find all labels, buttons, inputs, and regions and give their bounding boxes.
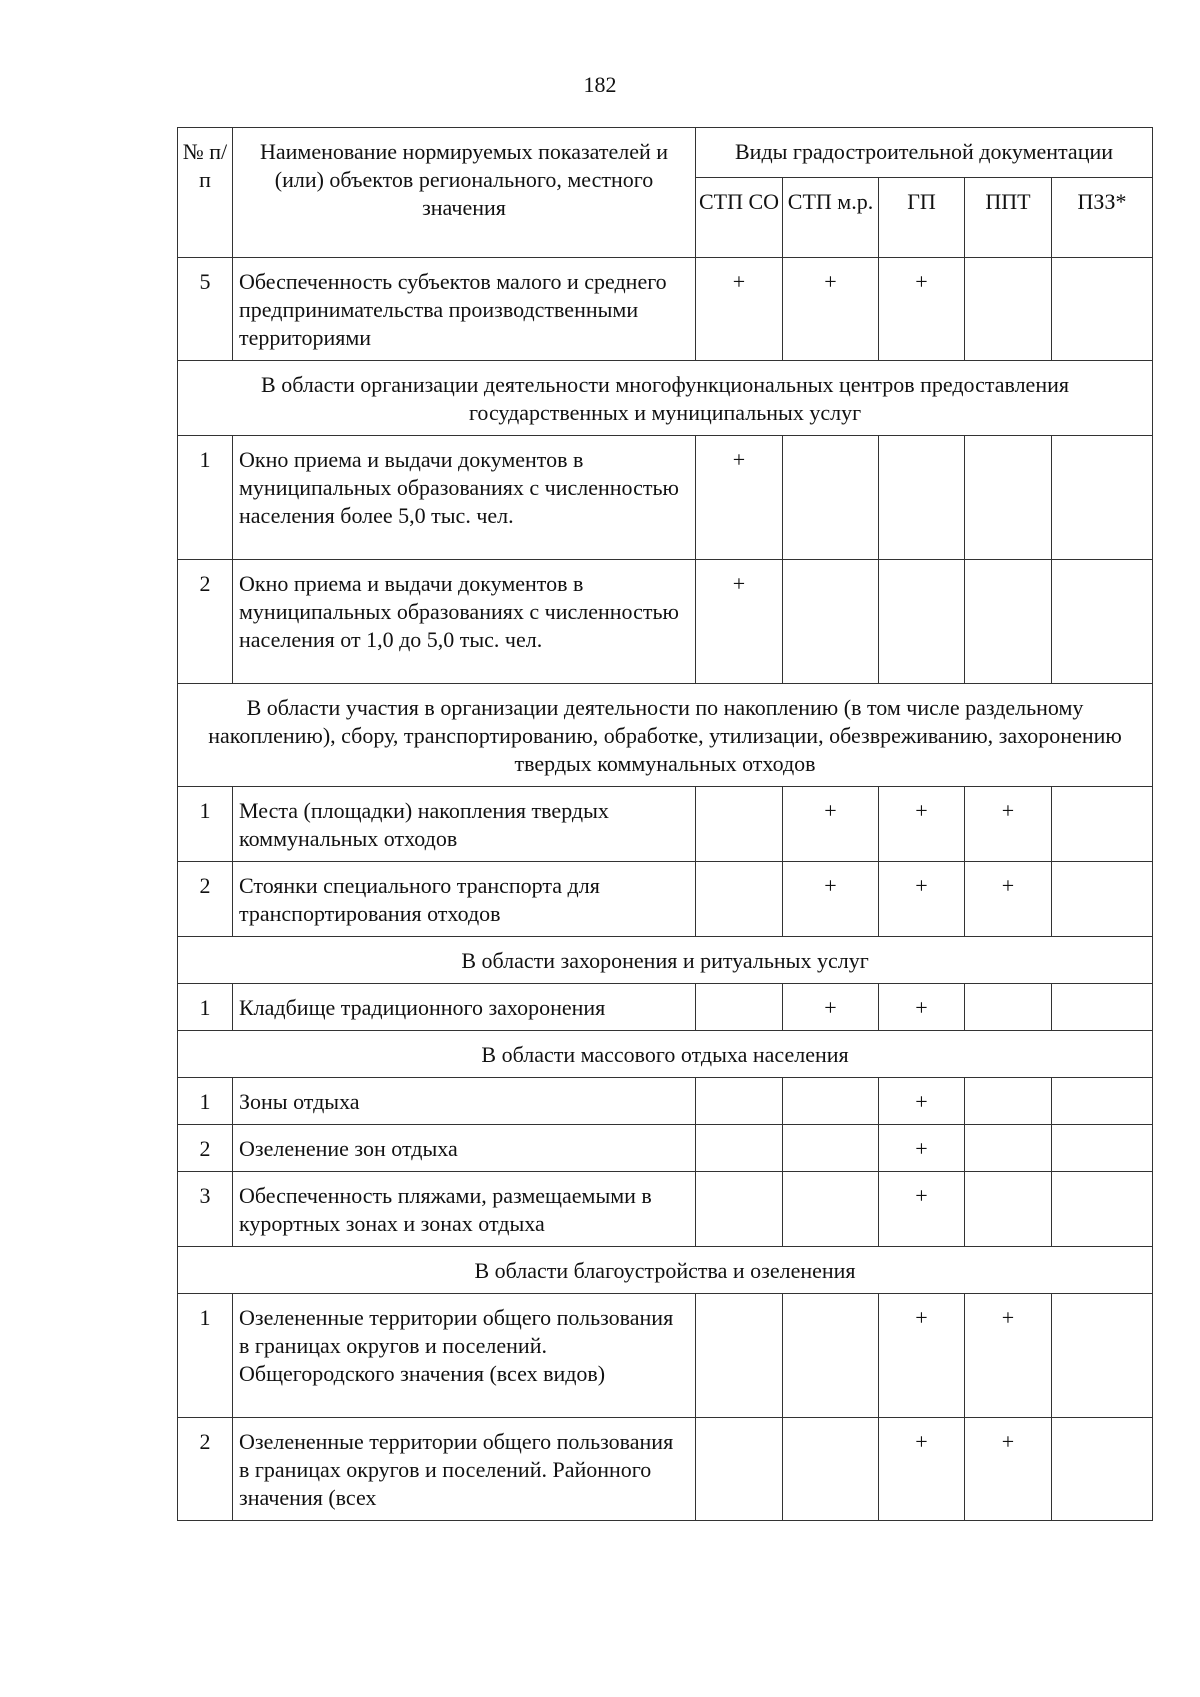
mark-pzz: [1052, 258, 1153, 361]
row-number: 2: [178, 560, 233, 684]
mark-ppt: +: [965, 1418, 1052, 1521]
mark-gp: +: [879, 787, 965, 862]
header-col-stp-so: СТП СО: [696, 178, 783, 258]
section-title: В области захоронения и ритуальных услуг: [178, 937, 1153, 984]
row-name: Стоянки специального транспорта для транспортирования отходов: [233, 862, 696, 937]
row-number: 5: [178, 258, 233, 361]
mark-gp: [879, 436, 965, 560]
mark-pzz: [1052, 1078, 1153, 1125]
mark-pzz: [1052, 1125, 1153, 1172]
header-col-ppt: ППТ: [965, 178, 1052, 258]
table-row: [178, 787, 1153, 862]
table-row: [178, 1172, 1153, 1247]
mark-ppt: +: [965, 787, 1052, 862]
section-row: [178, 361, 1153, 436]
mark-stp-mr: +: [783, 862, 879, 937]
mark-stp-so: [696, 1418, 783, 1521]
mark-stp-so: +: [696, 436, 783, 560]
page-number: 182: [583, 72, 617, 97]
row-number: 1: [178, 787, 233, 862]
mark-stp-so: [696, 1294, 783, 1418]
mark-stp-mr: [783, 1418, 879, 1521]
section-title: В области благоустройства и озеленения: [178, 1247, 1153, 1294]
header-col-pzz: ПЗЗ*: [1052, 178, 1153, 258]
mark-stp-mr: +: [783, 258, 879, 361]
section-row: [178, 1247, 1153, 1294]
mark-stp-so: [696, 1078, 783, 1125]
row-number: 1: [178, 436, 233, 560]
section-title: В области участия в организации деятельности по накоплению (в том числе раздельному накоплению), сбору, транспортированию, обработке, утилизации, обезвреживанию, захоронению твердых коммунальных отходов: [178, 684, 1153, 787]
row-name: Кладбище традиционного захоронения: [233, 984, 696, 1031]
mark-stp-so: [696, 1172, 783, 1247]
mark-stp-mr: [783, 1078, 879, 1125]
header-num: № п/п: [178, 128, 233, 258]
row-name: Обеспеченность субъектов малого и среднего предпринимательства производственными территориями: [233, 258, 696, 361]
mark-pzz: [1052, 436, 1153, 560]
section-row: [178, 684, 1153, 787]
mark-gp: +: [879, 258, 965, 361]
mark-stp-mr: [783, 436, 879, 560]
mark-ppt: [965, 436, 1052, 560]
mark-gp: +: [879, 1294, 965, 1418]
mark-ppt: +: [965, 1294, 1052, 1418]
row-name: Окно приема и выдачи документов в муниципальных образованиях с численностью населения от 1,0 до 5,0 тыс. чел.: [233, 560, 696, 684]
mark-pzz: [1052, 1418, 1153, 1521]
mark-pzz: [1052, 984, 1153, 1031]
section-title: В области организации деятельности многофункциональных центров предоставления государственных и муниципальных услуг: [178, 361, 1153, 436]
mark-stp-so: +: [696, 560, 783, 684]
table-row: [178, 1078, 1153, 1125]
mark-gp: +: [879, 1078, 965, 1125]
mark-pzz: [1052, 1172, 1153, 1247]
mark-stp-so: [696, 1125, 783, 1172]
mark-gp: +: [879, 862, 965, 937]
standards-table: [177, 127, 1153, 1521]
mark-stp-mr: [783, 1172, 879, 1247]
mark-ppt: [965, 984, 1052, 1031]
table-row: [178, 1294, 1153, 1418]
mark-pzz: [1052, 1294, 1153, 1418]
row-name: Озелененные территории общего пользования в границах округов и поселений. Районного значения (всех: [233, 1418, 696, 1521]
table-row: [178, 984, 1153, 1031]
mark-ppt: [965, 258, 1052, 361]
mark-pzz: [1052, 560, 1153, 684]
mark-stp-mr: [783, 1294, 879, 1418]
mark-gp: [879, 560, 965, 684]
header-col-gp: ГП: [879, 178, 965, 258]
mark-gp: +: [879, 1418, 965, 1521]
section-title: В области массового отдыха населения: [178, 1031, 1153, 1078]
mark-pzz: [1052, 787, 1153, 862]
mark-stp-so: [696, 787, 783, 862]
mark-gp: +: [879, 1172, 965, 1247]
table-header-row: [178, 128, 1153, 178]
mark-pzz: [1052, 862, 1153, 937]
mark-ppt: [965, 560, 1052, 684]
header-name: Наименование нормируемых показателей и (или) объектов регионального, местного значения: [233, 128, 696, 258]
section-row: [178, 937, 1153, 984]
mark-ppt: +: [965, 862, 1052, 937]
mark-stp-so: [696, 984, 783, 1031]
mark-ppt: [965, 1125, 1052, 1172]
mark-gp: +: [879, 1125, 965, 1172]
row-name: Зоны отдыха: [233, 1078, 696, 1125]
row-number: 2: [178, 1418, 233, 1521]
mark-stp-mr: [783, 560, 879, 684]
table-row: [178, 862, 1153, 937]
header-doc-types: Виды градостроительной документации: [696, 128, 1153, 178]
table-row: [178, 436, 1153, 560]
mark-gp: +: [879, 984, 965, 1031]
row-number: 1: [178, 1078, 233, 1125]
row-number: 1: [178, 984, 233, 1031]
row-name: Обеспеченность пляжами, размещаемыми в курортных зонах и зонах отдыха: [233, 1172, 696, 1247]
row-name: Места (площадки) накопления твердых коммунальных отходов: [233, 787, 696, 862]
table-row: [178, 560, 1153, 684]
mark-stp-mr: [783, 1125, 879, 1172]
row-name: Озелененные территории общего пользования в границах округов и поселений. Общегородского значения (всех видов): [233, 1294, 696, 1418]
mark-ppt: [965, 1078, 1052, 1125]
mark-stp-mr: +: [783, 787, 879, 862]
mark-stp-so: [696, 862, 783, 937]
row-number: 2: [178, 862, 233, 937]
row-number: 3: [178, 1172, 233, 1247]
mark-stp-mr: +: [783, 984, 879, 1031]
row-number: 1: [178, 1294, 233, 1418]
header-col-stp-mr: СТП м.р.: [783, 178, 879, 258]
table-row: [178, 1418, 1153, 1521]
row-name: Озеленение зон отдыха: [233, 1125, 696, 1172]
row-number: 2: [178, 1125, 233, 1172]
table-row: [178, 1125, 1153, 1172]
mark-ppt: [965, 1172, 1052, 1247]
table-row: [178, 258, 1153, 361]
mark-stp-so: +: [696, 258, 783, 361]
row-name: Окно приема и выдачи документов в муниципальных образованиях с численностью населения более 5,0 тыс. чел.: [233, 436, 696, 560]
section-row: [178, 1031, 1153, 1078]
